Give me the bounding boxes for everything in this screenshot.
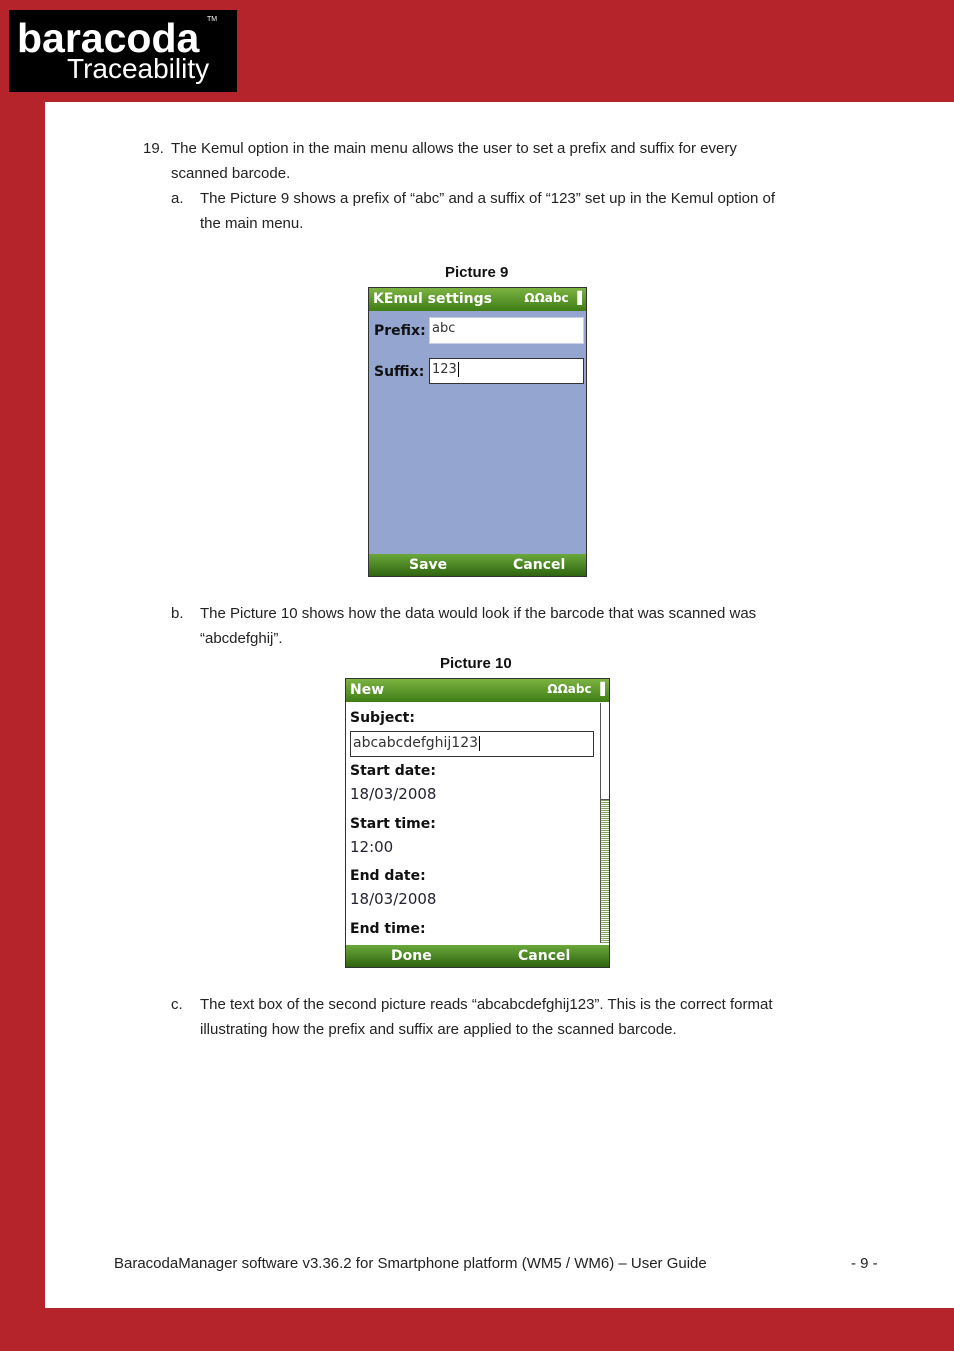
- signal-icon: ▐: [572, 291, 582, 305]
- picture-10-caption: Picture 10: [440, 655, 512, 672]
- subject-field[interactable]: abcabcdefghij123: [350, 731, 594, 757]
- scrollbar[interactable]: [600, 703, 609, 943]
- item-a-marker: a.: [171, 190, 184, 207]
- picture-9-caption: Picture 9: [445, 264, 509, 281]
- baracoda-logo: [9, 10, 237, 92]
- softkey-bar: [346, 945, 609, 967]
- cancel-softkey[interactable]: Cancel: [518, 948, 571, 964]
- item-c-line1: The text box of the second picture reads “abcabcdefghij123”. This is the correct format: [200, 996, 773, 1013]
- subject-label: Subject:: [350, 710, 415, 726]
- logo-tagline: Traceability: [67, 53, 210, 84]
- item-a-line1: The Picture 9 shows a prefix of “abc” and a suffix of “123” set up in the Kemul option of: [200, 190, 776, 207]
- item-19-line1: The Kemul option in the main menu allows the user to set a prefix and suffix for every: [171, 140, 737, 157]
- screen-title: New: [350, 682, 385, 698]
- item-b-line2: “abcdefghij”.: [200, 630, 283, 647]
- text-caret: [458, 362, 459, 377]
- item-19-line2: scanned barcode.: [171, 165, 291, 182]
- title-bar: [346, 679, 609, 702]
- text-caret: [479, 736, 480, 751]
- end-date-label: End date:: [350, 868, 426, 884]
- item-a-line2: the main menu.: [200, 215, 304, 232]
- end-date-value[interactable]: 18/03/2008: [350, 890, 437, 908]
- scrollbar-thumb[interactable]: [601, 703, 609, 800]
- softkey-bar: [369, 554, 586, 576]
- start-date-value[interactable]: 18/03/2008: [350, 785, 437, 803]
- done-softkey[interactable]: Done: [391, 948, 432, 964]
- item-b-marker: b.: [171, 605, 184, 622]
- screen-title: KEmul settings: [373, 291, 492, 307]
- logo-trademark: TM: [207, 16, 218, 23]
- prefix-label: Prefix:: [374, 323, 426, 339]
- title-bar: [369, 288, 586, 311]
- status-indicators: ΩΩabc ▐: [547, 682, 605, 696]
- item-c-line2: illustrating how the prefix and suffix are applied to the scanned barcode.: [200, 1021, 677, 1038]
- start-time-value[interactable]: 12:00: [350, 838, 394, 856]
- start-date-label: Start date:: [350, 763, 436, 779]
- item-19-number: 19.: [143, 140, 164, 157]
- save-softkey[interactable]: Save: [409, 557, 448, 573]
- logo-wordmark: baracoda: [17, 15, 200, 61]
- prefix-field[interactable]: abc: [429, 317, 584, 344]
- suffix-label: Suffix:: [374, 364, 425, 380]
- end-time-label: End time:: [350, 921, 426, 937]
- picture-10-screenshot: [345, 678, 610, 968]
- start-time-label: Start time:: [350, 816, 436, 832]
- signal-icon: ▐: [595, 682, 605, 696]
- cancel-softkey[interactable]: Cancel: [513, 557, 566, 573]
- item-c-marker: c.: [171, 996, 183, 1013]
- suffix-field[interactable]: 123: [429, 358, 584, 384]
- item-b-line1: The Picture 10 shows how the data would look if the barcode that was scanned was: [200, 605, 757, 622]
- status-indicators: ΩΩabc ▐: [524, 291, 582, 305]
- footer-guide-title: BaracodaManager software v3.36.2 for Smartphone platform (WM5 / WM6) – User Guide: [114, 1255, 707, 1272]
- footer-page-number: - 9 -: [851, 1255, 878, 1272]
- picture-9-screenshot: [368, 287, 587, 577]
